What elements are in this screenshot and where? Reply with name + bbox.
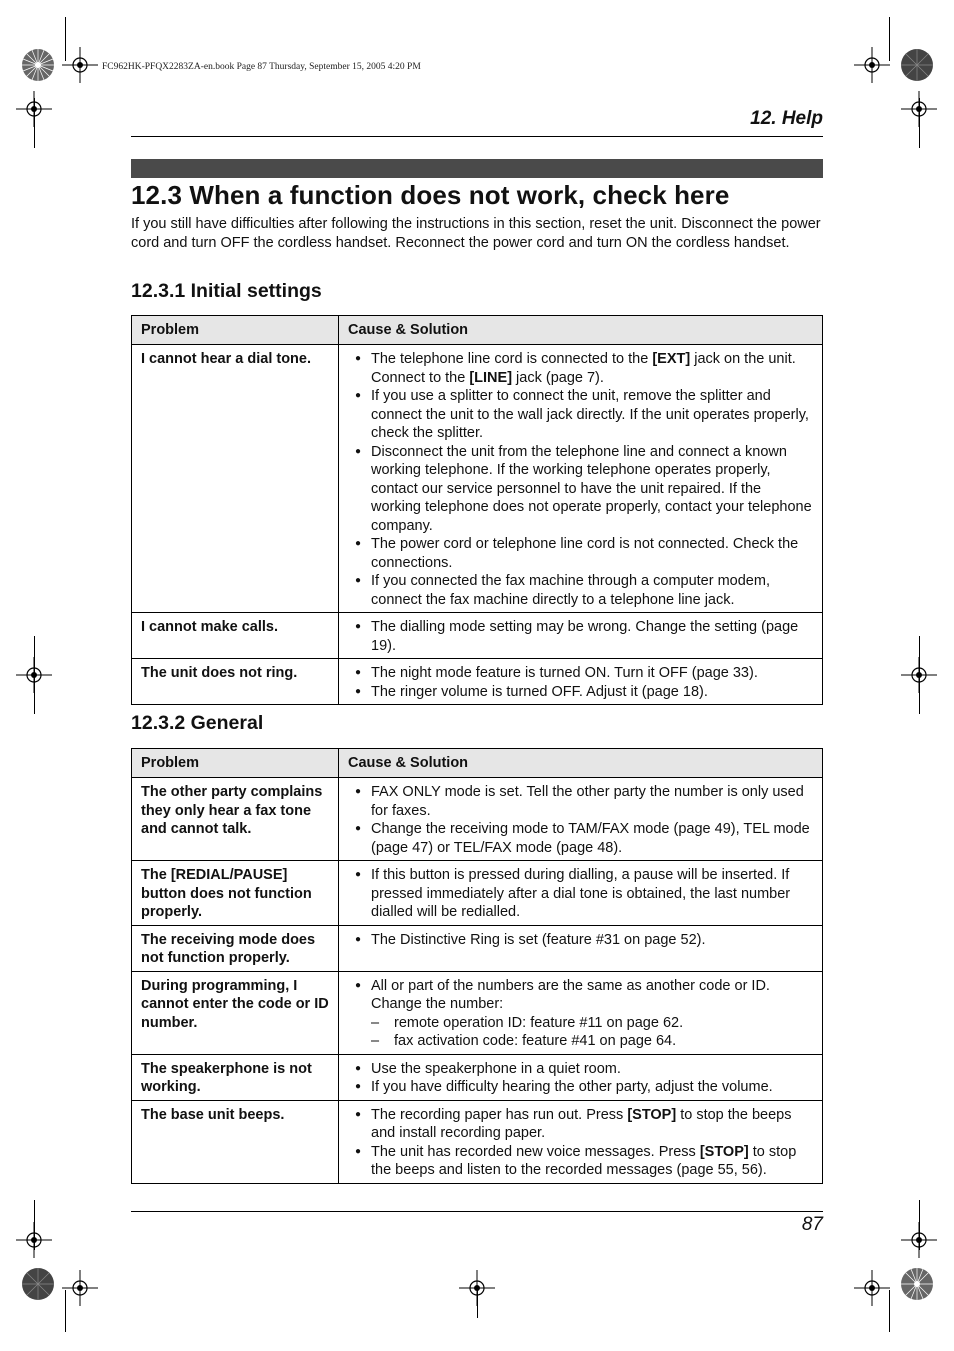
key-label: [EXT] <box>652 351 691 367</box>
bullet-item: ● The dialling mode setting may be wrong. Change the setting (page 19). <box>355 618 812 655</box>
key-label: [REDIAL/PAUSE] <box>170 867 288 883</box>
table-row <box>132 613 823 659</box>
solution-cell <box>339 345 823 613</box>
bullet-item: ● Change the receiving mode to TAM/FAX mode (page 49), TEL mode (page 47) or TEL/FAX mode (page 48). <box>355 820 812 857</box>
problem-cell: The other party complains they only hear a fax tone and cannot talk. <box>132 778 339 861</box>
table-row <box>132 1100 823 1183</box>
crosshair-mark <box>854 47 890 83</box>
problem-cell: I cannot hear a dial tone. <box>132 345 339 613</box>
column-header-problem: Problem <box>132 316 339 345</box>
running-head: 12. Help <box>750 108 823 129</box>
solution-cell <box>339 659 823 705</box>
table-general <box>131 748 823 1184</box>
bullet-item: ● The night mode feature is turned ON. Turn it OFF (page 33). <box>355 664 812 683</box>
crop-line <box>34 98 35 148</box>
bullet-item: ● The recording paper has run out. Press [STOP] to stop the beeps and install recording paper. <box>355 1106 812 1143</box>
crop-line <box>889 17 890 61</box>
page-number: 87 <box>801 1214 823 1235</box>
intro-paragraph: If you still have difficulties after following the instructions in this section, reset the unit. Disconnect the power cord and turn OFF the cordless handset. Reconnect the power cord and turn ON the cordless handset. <box>131 216 821 251</box>
solution-cell <box>339 613 823 659</box>
dash-item: – fax activation code: feature #41 on page 64. <box>371 1032 812 1051</box>
problem-cell: The base unit beeps. <box>132 1100 339 1183</box>
crop-line <box>477 1290 478 1318</box>
solution-cell <box>339 1054 823 1100</box>
table-row <box>132 778 823 861</box>
problem-cell: The receiving mode does not function properly. <box>132 925 339 971</box>
bullet-item: ● If you have difficulty hearing the other party, adjust the volume. <box>355 1078 812 1097</box>
table-header-row <box>132 749 823 778</box>
bullet-item: ● The Distinctive Ring is set (feature #31 on page 52). <box>355 931 812 950</box>
bullet-item: ● Disconnect the unit from the telephone line and connect a known working telephone. If the working telephone operates properly, contact our service personnel to have the unit repaired. If the working telephone does not operate properly, contact your telephone company. <box>355 443 812 536</box>
registration-dial-mark <box>20 1266 56 1302</box>
registration-dial-mark <box>899 1266 935 1302</box>
crop-line <box>65 17 66 61</box>
dash-item: – remote operation ID: feature #11 on page 62. <box>371 1014 812 1033</box>
problem-cell: The speakerphone is not working. <box>132 1054 339 1100</box>
footer-rule <box>131 1211 823 1212</box>
section-heading-initial-settings: 12.3.1 Initial settings <box>131 280 322 302</box>
table-header-row <box>132 316 823 345</box>
crop-line <box>919 1200 920 1250</box>
solution-cell <box>339 778 823 861</box>
key-label: [LINE] <box>469 369 513 386</box>
problem-cell: I cannot make calls. <box>132 613 339 659</box>
solution-cell <box>339 925 823 971</box>
registration-dial-mark <box>20 47 56 83</box>
page-title: 12.3 When a function does not work, check here <box>131 180 730 210</box>
table-row <box>132 1054 823 1100</box>
section-heading-general: 12.3.2 General <box>131 712 264 734</box>
header-rule <box>131 136 823 137</box>
bullet-item: ● Use the speakerphone in a quiet room. <box>355 1060 812 1079</box>
section-band <box>131 159 823 178</box>
table-row <box>132 861 823 926</box>
crosshair-mark <box>62 47 98 83</box>
bullet-item: ● If this button is pressed during dialling, a pause will be inserted. If pressed immediately after a dial tone is obtained, the last number dialled will be redialled. <box>355 866 812 922</box>
crop-line <box>34 1200 35 1250</box>
key-label: [STOP] <box>627 1106 677 1123</box>
crop-line <box>34 636 35 714</box>
bullet-item: ● If you connected the fax machine through a computer modem, connect the fax machine directly to a telephone line jack. <box>355 572 812 609</box>
bullet-item: ● All or part of the numbers are the same as another code or ID. Change the number: – remote operation ID: feature #11 on page 62. – fax activation code: feature #41 on page 64. <box>355 977 812 1051</box>
column-header-solution: Cause & Solution <box>339 316 823 345</box>
solution-cell <box>339 861 823 926</box>
table-row <box>132 659 823 705</box>
bullet-item: ● The power cord or telephone line cord is not connected. Check the connections. <box>355 535 812 572</box>
column-header-problem: Problem <box>132 749 339 778</box>
problem-cell: The unit does not ring. <box>132 659 339 705</box>
crop-line <box>889 1290 890 1332</box>
table-row <box>132 345 823 613</box>
solution-cell <box>339 971 823 1054</box>
key-label: [STOP] <box>699 1143 749 1160</box>
problem-cell: During programming, I cannot enter the code or ID number. <box>132 971 339 1054</box>
crop-line <box>65 1290 66 1332</box>
table-row <box>132 925 823 971</box>
solution-cell <box>339 1100 823 1183</box>
bullet-item: ● The unit has recorded new voice messages. Press [STOP] to stop the beeps and listen to the recorded messages (page 55, 56). <box>355 1143 812 1180</box>
table-initial-settings <box>131 315 823 705</box>
crop-line <box>919 636 920 714</box>
table-row <box>132 971 823 1054</box>
print-header: FC962HK-PFQX2283ZA-en.book Page 87 Thursday, September 15, 2005 4:20 PM <box>102 62 421 72</box>
bullet-item: ● The telephone line cord is connected to the [EXT] jack on the unit. Connect to the [LINE] jack (page 7). <box>355 350 812 387</box>
crosshair-mark <box>854 1270 890 1306</box>
column-header-solution: Cause & Solution <box>339 749 823 778</box>
bullet-item: ● If you use a splitter to connect the unit, remove the splitter and connect the unit to the wall jack directly. If the unit operates properly, check the splitter. <box>355 387 812 443</box>
bullet-item: ● FAX ONLY mode is set. Tell the other party the number is only used for faxes. <box>355 783 812 820</box>
problem-cell: The [REDIAL/PAUSE] button does not function properly. <box>132 861 339 926</box>
registration-dial-mark <box>899 47 935 83</box>
crosshair-mark <box>62 1270 98 1306</box>
crop-line <box>919 98 920 148</box>
bullet-item: ● The ringer volume is turned OFF. Adjust it (page 18). <box>355 683 812 702</box>
